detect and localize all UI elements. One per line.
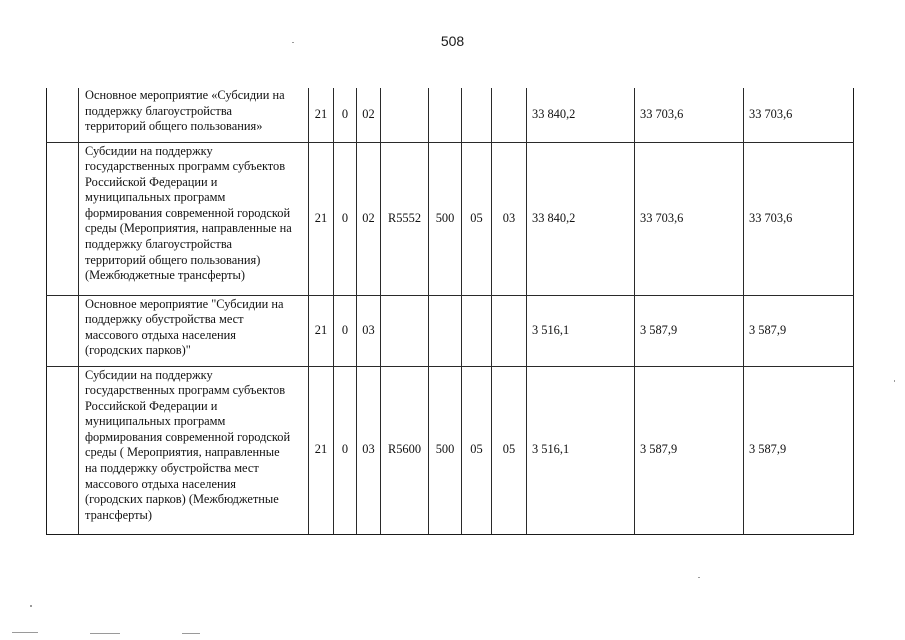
- scan-mark: [698, 577, 700, 578]
- event-code: 02: [357, 88, 381, 142]
- direction-code: R5552: [381, 142, 429, 295]
- scan-mark: [894, 380, 895, 382]
- direction-code: R5600: [381, 366, 429, 534]
- program-code: 21: [309, 142, 334, 295]
- scan-mark: [12, 632, 38, 633]
- subprogram-code: 0: [334, 366, 357, 534]
- row-name: Субсидии на поддержку государственных программ субъектов Российской Федерации и муниципальных программ формирования современной городской среды ( Мероприятия, направленные на поддержку обустройства мест массового отдыха населения (городских парков) (Межбюджетные трансферты): [79, 366, 309, 534]
- subprogram-code: 0: [334, 142, 357, 295]
- page-number: 508: [440, 33, 465, 49]
- scan-mark: [30, 605, 32, 607]
- expense-type-code: 500: [429, 142, 462, 295]
- row-name: Основное мероприятие «Субсидии на поддержку благоустройства территорий общего пользования»: [79, 88, 309, 142]
- amount-year-3: 3 587,9: [744, 295, 854, 366]
- event-code: 03: [357, 295, 381, 366]
- scan-mark: [182, 633, 200, 634]
- row-margin-cell: [47, 88, 79, 142]
- row-name: Субсидии на поддержку государственных программ субъектов Российской Федерации и муниципальных программ формирования современной городской среды (Мероприятия, направленные на поддержку благоустройства территорий общего пользования) (Межбюджетные трансферты): [79, 142, 309, 295]
- row-margin-cell: [47, 295, 79, 366]
- amount-year-1: 3 516,1: [527, 366, 635, 534]
- amount-year-3: 3 587,9: [744, 366, 854, 534]
- section-code: 05: [462, 366, 492, 534]
- program-code: 21: [309, 88, 334, 142]
- amount-year-3: 33 703,6: [744, 88, 854, 142]
- row-margin-cell: [47, 366, 79, 534]
- scan-mark: [292, 42, 294, 43]
- scan-mark: [90, 633, 120, 634]
- direction-code: [381, 295, 429, 366]
- event-code: 03: [357, 366, 381, 534]
- amount-year-3: 33 703,6: [744, 142, 854, 295]
- event-code: 02: [357, 142, 381, 295]
- amount-year-2: 3 587,9: [635, 295, 744, 366]
- subprogram-code: 0: [334, 295, 357, 366]
- amount-year-2: 33 703,6: [635, 88, 744, 142]
- amount-year-1: 33 840,2: [527, 142, 635, 295]
- table-row: [47, 88, 854, 142]
- direction-code: [381, 88, 429, 142]
- amount-year-2: 33 703,6: [635, 142, 744, 295]
- expense-type-code: 500: [429, 366, 462, 534]
- subsection-code: [492, 295, 527, 366]
- section-code: [462, 295, 492, 366]
- table-row: [47, 366, 854, 534]
- row-margin-cell: [47, 142, 79, 295]
- section-code: [462, 88, 492, 142]
- section-code: 05: [462, 142, 492, 295]
- expense-type-code: [429, 295, 462, 366]
- expense-type-code: [429, 88, 462, 142]
- amount-year-1: 3 516,1: [527, 295, 635, 366]
- row-name: Основное мероприятие "Субсидии на поддержку обустройства мест массового отдыха населения (городских парков)": [79, 295, 309, 366]
- table-row: [47, 142, 854, 295]
- subsection-code: 05: [492, 366, 527, 534]
- amount-year-2: 3 587,9: [635, 366, 744, 534]
- subsection-code: [492, 88, 527, 142]
- program-code: 21: [309, 366, 334, 534]
- table-row: [47, 295, 854, 366]
- subsection-code: 03: [492, 142, 527, 295]
- amount-year-1: 33 840,2: [527, 88, 635, 142]
- budget-table: [46, 88, 854, 535]
- program-code: 21: [309, 295, 334, 366]
- subprogram-code: 0: [334, 88, 357, 142]
